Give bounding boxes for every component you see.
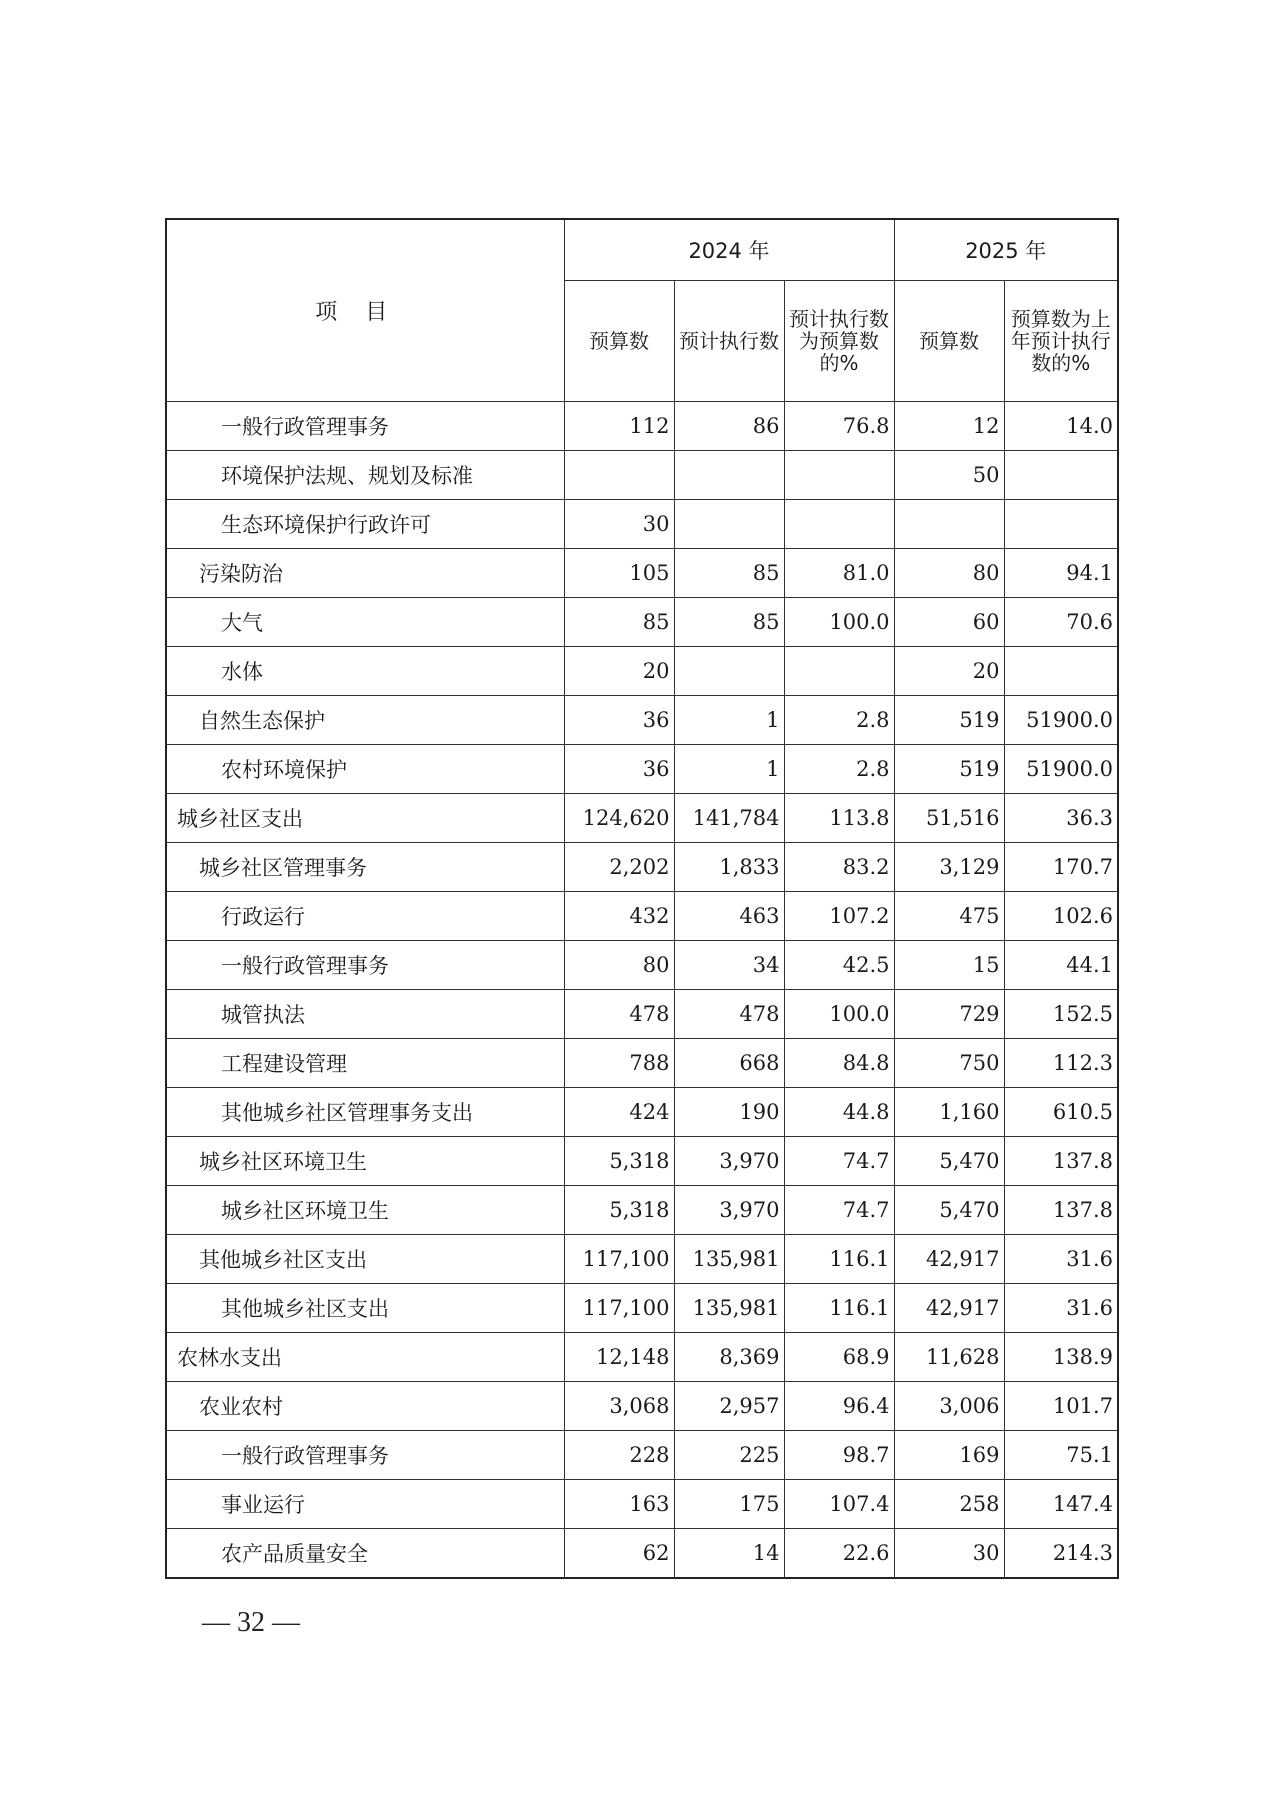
- budget-2025-cell: 519: [894, 696, 1004, 745]
- budget-percent-cell: [1004, 500, 1118, 549]
- table-body: [166, 402, 1118, 1579]
- estimated-execution-cell: 3,970: [674, 1137, 784, 1186]
- item-name-cell: 农林水支出: [166, 1333, 564, 1382]
- budget-2025-cell: 729: [894, 990, 1004, 1039]
- estimated-execution-cell: 8,369: [674, 1333, 784, 1382]
- estimated-percent-cell: 22.6: [784, 1529, 894, 1579]
- item-name-cell: 一般行政管理事务: [166, 1431, 564, 1480]
- table-header: [166, 219, 1118, 402]
- estimated-percent-cell: [784, 500, 894, 549]
- budget-2024-cell: 117,100: [564, 1235, 674, 1284]
- budget-percent-cell: [1004, 451, 1118, 500]
- header-estimated-execution: 预计执行数: [674, 281, 784, 402]
- table-row: [166, 647, 1118, 696]
- estimated-percent-cell: 74.7: [784, 1137, 894, 1186]
- budget-2024-cell: 228: [564, 1431, 674, 1480]
- estimated-percent-cell: [784, 647, 894, 696]
- budget-2024-cell: 5,318: [564, 1137, 674, 1186]
- budget-percent-cell: 44.1: [1004, 941, 1118, 990]
- table-row: [166, 794, 1118, 843]
- budget-2025-cell: 519: [894, 745, 1004, 794]
- estimated-execution-cell: 135,981: [674, 1284, 784, 1333]
- budget-2024-cell: 788: [564, 1039, 674, 1088]
- estimated-execution-cell: 34: [674, 941, 784, 990]
- header-budget-percent: 预算数为上年预计执行数的%: [1004, 281, 1118, 402]
- table-row: [166, 941, 1118, 990]
- item-name-cell: 生态环境保护行政许可: [166, 500, 564, 549]
- estimated-execution-cell: 85: [674, 549, 784, 598]
- item-name-cell: 城乡社区管理事务: [166, 843, 564, 892]
- budget-2025-cell: 60: [894, 598, 1004, 647]
- budget-percent-cell: 137.8: [1004, 1137, 1118, 1186]
- table-row: [166, 1088, 1118, 1137]
- estimated-percent-cell: 113.8: [784, 794, 894, 843]
- budget-2024-cell: 163: [564, 1480, 674, 1529]
- budget-2025-cell: 20: [894, 647, 1004, 696]
- budget-2025-cell: 42,917: [894, 1284, 1004, 1333]
- table-row: [166, 745, 1118, 794]
- budget-percent-cell: 138.9: [1004, 1333, 1118, 1382]
- table-row: [166, 500, 1118, 549]
- header-estimated-percent: 预计执行数为预算数的%: [784, 281, 894, 402]
- header-year-2024: 2024 年: [564, 219, 894, 281]
- budget-2024-cell: 424: [564, 1088, 674, 1137]
- budget-2024-cell: 12,148: [564, 1333, 674, 1382]
- budget-percent-cell: 214.3: [1004, 1529, 1118, 1579]
- budget-percent-cell: [1004, 647, 1118, 696]
- estimated-execution-cell: 175: [674, 1480, 784, 1529]
- header-item: 项目: [166, 219, 564, 402]
- item-name-cell: 农业农村: [166, 1382, 564, 1431]
- item-name-cell: 行政运行: [166, 892, 564, 941]
- item-name-cell: 城乡社区支出: [166, 794, 564, 843]
- budget-percent-cell: 112.3: [1004, 1039, 1118, 1088]
- estimated-percent-cell: 76.8: [784, 402, 894, 451]
- estimated-percent-cell: 100.0: [784, 598, 894, 647]
- estimated-execution-cell: 463: [674, 892, 784, 941]
- estimated-percent-cell: 2.8: [784, 745, 894, 794]
- item-name-cell: 城管执法: [166, 990, 564, 1039]
- estimated-percent-cell: 96.4: [784, 1382, 894, 1431]
- table-row: [166, 1431, 1118, 1480]
- estimated-percent-cell: 100.0: [784, 990, 894, 1039]
- budget-2025-cell: 169: [894, 1431, 1004, 1480]
- budget-percent-cell: 147.4: [1004, 1480, 1118, 1529]
- budget-percent-cell: 137.8: [1004, 1186, 1118, 1235]
- budget-percent-cell: 14.0: [1004, 402, 1118, 451]
- estimated-execution-cell: 3,970: [674, 1186, 784, 1235]
- item-name-cell: 水体: [166, 647, 564, 696]
- budget-percent-cell: 31.6: [1004, 1284, 1118, 1333]
- budget-2024-cell: 2,202: [564, 843, 674, 892]
- budget-2025-cell: 11,628: [894, 1333, 1004, 1382]
- item-name-cell: 农村环境保护: [166, 745, 564, 794]
- table-row: [166, 1235, 1118, 1284]
- budget-2025-cell: [894, 500, 1004, 549]
- estimated-execution-cell: 2,957: [674, 1382, 784, 1431]
- budget-2024-cell: 30: [564, 500, 674, 549]
- budget-2025-cell: 80: [894, 549, 1004, 598]
- budget-2024-cell: 80: [564, 941, 674, 990]
- estimated-percent-cell: 107.4: [784, 1480, 894, 1529]
- table-row: [166, 892, 1118, 941]
- table-row: [166, 1382, 1118, 1431]
- table-row: [166, 1284, 1118, 1333]
- budget-2025-cell: 3,129: [894, 843, 1004, 892]
- budget-percent-cell: 152.5: [1004, 990, 1118, 1039]
- estimated-execution-cell: 225: [674, 1431, 784, 1480]
- item-name-cell: 农产品质量安全: [166, 1529, 564, 1579]
- estimated-percent-cell: 83.2: [784, 843, 894, 892]
- estimated-percent-cell: 84.8: [784, 1039, 894, 1088]
- budget-percent-cell: 75.1: [1004, 1431, 1118, 1480]
- estimated-execution-cell: 1: [674, 745, 784, 794]
- budget-2025-cell: 42,917: [894, 1235, 1004, 1284]
- item-name-cell: 其他城乡社区支出: [166, 1284, 564, 1333]
- budget-percent-cell: 102.6: [1004, 892, 1118, 941]
- estimated-execution-cell: 86: [674, 402, 784, 451]
- budget-2024-cell: 36: [564, 745, 674, 794]
- item-name-cell: 自然生态保护: [166, 696, 564, 745]
- estimated-percent-cell: 2.8: [784, 696, 894, 745]
- estimated-execution-cell: 1,833: [674, 843, 784, 892]
- table-row: [166, 402, 1118, 451]
- estimated-percent-cell: 98.7: [784, 1431, 894, 1480]
- budget-2024-cell: [564, 451, 674, 500]
- budget-2025-cell: 5,470: [894, 1137, 1004, 1186]
- estimated-execution-cell: 135,981: [674, 1235, 784, 1284]
- estimated-percent-cell: 81.0: [784, 549, 894, 598]
- budget-2024-cell: 124,620: [564, 794, 674, 843]
- estimated-percent-cell: [784, 451, 894, 500]
- item-name-cell: 城乡社区环境卫生: [166, 1137, 564, 1186]
- budget-percent-cell: 51900.0: [1004, 696, 1118, 745]
- item-name-cell: 城乡社区环境卫生: [166, 1186, 564, 1235]
- item-name-cell: 其他城乡社区支出: [166, 1235, 564, 1284]
- budget-2024-cell: 117,100: [564, 1284, 674, 1333]
- item-name-cell: 事业运行: [166, 1480, 564, 1529]
- budget-2024-cell: 432: [564, 892, 674, 941]
- estimated-execution-cell: [674, 647, 784, 696]
- budget-2025-cell: 12: [894, 402, 1004, 451]
- table-row: [166, 990, 1118, 1039]
- estimated-percent-cell: 74.7: [784, 1186, 894, 1235]
- item-name-cell: 一般行政管理事务: [166, 941, 564, 990]
- table-row: [166, 1480, 1118, 1529]
- estimated-percent-cell: 68.9: [784, 1333, 894, 1382]
- budget-percent-cell: 610.5: [1004, 1088, 1118, 1137]
- budget-2025-cell: 51,516: [894, 794, 1004, 843]
- budget-percent-cell: 70.6: [1004, 598, 1118, 647]
- estimated-execution-cell: 190: [674, 1088, 784, 1137]
- budget-percent-cell: 101.7: [1004, 1382, 1118, 1431]
- estimated-execution-cell: [674, 500, 784, 549]
- estimated-percent-cell: 42.5: [784, 941, 894, 990]
- estimated-percent-cell: 107.2: [784, 892, 894, 941]
- table-row: [166, 1186, 1118, 1235]
- budget-2024-cell: 5,318: [564, 1186, 674, 1235]
- budget-2025-cell: 50: [894, 451, 1004, 500]
- estimated-execution-cell: 85: [674, 598, 784, 647]
- item-name-cell: 其他城乡社区管理事务支出: [166, 1088, 564, 1137]
- budget-2024-cell: 20: [564, 647, 674, 696]
- table-row: [166, 1529, 1118, 1579]
- budget-2025-cell: 5,470: [894, 1186, 1004, 1235]
- item-name-cell: 环境保护法规、规划及标准: [166, 451, 564, 500]
- item-name-cell: 工程建设管理: [166, 1039, 564, 1088]
- budget-2024-cell: 85: [564, 598, 674, 647]
- item-name-cell: 一般行政管理事务: [166, 402, 564, 451]
- estimated-execution-cell: 14: [674, 1529, 784, 1579]
- budget-percent-cell: 170.7: [1004, 843, 1118, 892]
- budget-percent-cell: 36.3: [1004, 794, 1118, 843]
- estimated-percent-cell: 44.8: [784, 1088, 894, 1137]
- budget-2025-cell: 750: [894, 1039, 1004, 1088]
- budget-2024-cell: 3,068: [564, 1382, 674, 1431]
- estimated-percent-cell: 116.1: [784, 1284, 894, 1333]
- budget-2024-cell: 112: [564, 402, 674, 451]
- header-budget-2024: 预算数: [564, 281, 674, 402]
- estimated-execution-cell: 1: [674, 696, 784, 745]
- budget-2025-cell: 30: [894, 1529, 1004, 1579]
- estimated-percent-cell: 116.1: [784, 1235, 894, 1284]
- table-row: [166, 549, 1118, 598]
- budget-2024-cell: 62: [564, 1529, 674, 1579]
- estimated-execution-cell: [674, 451, 784, 500]
- budget-2024-cell: 105: [564, 549, 674, 598]
- budget-2025-cell: 475: [894, 892, 1004, 941]
- budget-2024-cell: 36: [564, 696, 674, 745]
- table-row: [166, 1039, 1118, 1088]
- estimated-execution-cell: 141,784: [674, 794, 784, 843]
- budget-percent-cell: 31.6: [1004, 1235, 1118, 1284]
- budget-2025-cell: 15: [894, 941, 1004, 990]
- table-row: [166, 696, 1118, 745]
- page-number: — 32 —: [202, 1607, 300, 1638]
- budget-2025-cell: 1,160: [894, 1088, 1004, 1137]
- budget-percent-cell: 94.1: [1004, 549, 1118, 598]
- table-row: [166, 451, 1118, 500]
- table-row: [166, 1137, 1118, 1186]
- budget-table: [165, 218, 1119, 1579]
- header-year-2025: 2025 年: [894, 219, 1118, 281]
- estimated-execution-cell: 478: [674, 990, 784, 1039]
- budget-percent-cell: 51900.0: [1004, 745, 1118, 794]
- item-name-cell: 污染防治: [166, 549, 564, 598]
- budget-2025-cell: 258: [894, 1480, 1004, 1529]
- header-budget-2025: 预算数: [894, 281, 1004, 402]
- table-row: [166, 843, 1118, 892]
- item-name-cell: 大气: [166, 598, 564, 647]
- estimated-execution-cell: 668: [674, 1039, 784, 1088]
- table-row: [166, 598, 1118, 647]
- budget-2025-cell: 3,006: [894, 1382, 1004, 1431]
- table-row: [166, 1333, 1118, 1382]
- budget-2024-cell: 478: [564, 990, 674, 1039]
